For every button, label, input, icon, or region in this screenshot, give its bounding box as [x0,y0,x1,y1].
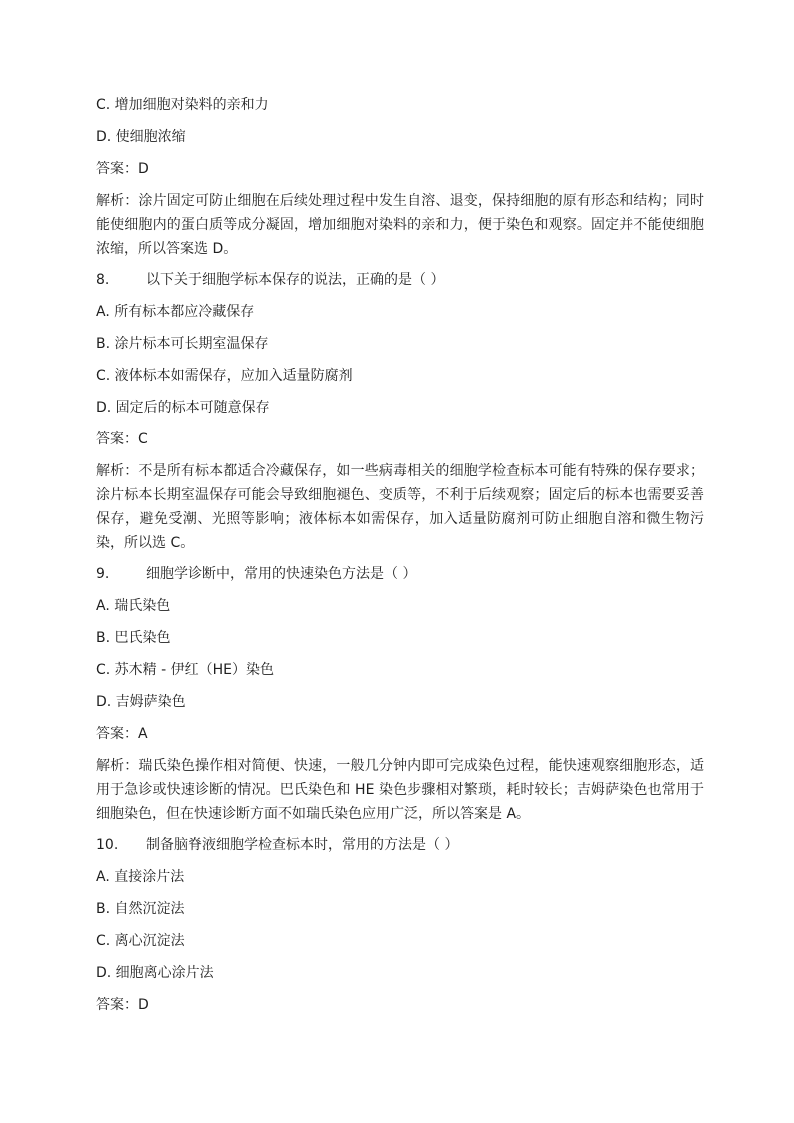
q9-explanation: 解析：瑞氏染色操作相对简便、快速，一般几分钟内即可完成染色过程，能快速观察细胞形态，适用于急诊或快速诊断的情况。巴氏染色和 HE 染色步骤相对繁琐，耗时较长；吉姆萨染色也常用于细胞染色，但在快速诊断方面不如瑞氏染色应用广泛，所以答案是 A。 [96,758,704,822]
q10-option-b: B. 自然沉淀法 [96,901,185,917]
q9-answer: 答案：A [96,726,148,742]
prev-option-c: C. 增加细胞对染料的亲和力 [96,97,269,113]
q9-option-d: D. 吉姆萨染色 [96,694,186,710]
question-10-stem [96,837,458,853]
question-9-text: 细胞学诊断中，常用的快速染色方法是（ ） [146,566,417,582]
question-8-number: 8. [96,272,110,288]
q8-option-d: D. 固定后的标本可随意保存 [96,400,270,416]
prev-explanation: 解析：涂片固定可防止细胞在后续处理过程中发生自溶、退变，保持细胞的原有形态和结构；同时能使细胞内的蛋白质等成分凝固，增加细胞对染料的亲和力，便于染色和观察。固定并不能使细胞浓缩，所以答案选 D。 [96,193,704,257]
prev-answer: 答案：D [96,161,149,177]
q10-option-d: D. 细胞离心涂片法 [96,965,214,981]
q8-option-a: A. 所有标本都应冷藏保存 [96,304,255,320]
q9-option-c: C. 苏木精 - 伊红（HE）染色 [96,662,275,678]
question-9-stem [96,566,416,582]
q10-option-c: C. 离心沉淀法 [96,933,185,949]
q8-explanation: 解析：不是所有标本都适合冷藏保存，如一些病毒相关的细胞学检查标本可能有特殊的保存要求；涂片标本长期室温保存可能会导致细胞褪色、变质等，不利于后续观察；固定后的标本也需要妥善保存，避免受潮、光照等影响；液体标本如需保存，加入适量防腐剂可防止细胞自溶和微生物污染，所以选 C。 [96,463,704,551]
question-9-number: 9. [96,566,110,582]
question-10-number: 10. [96,837,119,853]
q8-answer: 答案：C [96,431,148,447]
q10-answer: 答案：D [96,997,149,1013]
q8-option-b: B. 涂片标本可长期室温保存 [96,336,269,352]
q10-option-a: A. 直接涂片法 [96,869,185,885]
question-10-text: 制备脑脊液细胞学检查标本时，常用的方法是（ ） [146,837,459,853]
q9-option-b: B. 巴氏染色 [96,630,171,646]
question-8-stem [96,272,444,288]
q8-option-c: C. 液体标本如需保存，应加入适量防腐剂 [96,368,353,384]
question-8-text: 以下关于细胞学标本保存的说法，正确的是（ ） [146,272,445,288]
prev-option-d: D. 使细胞浓缩 [96,129,186,145]
q9-option-a: A. 瑞氏染色 [96,598,171,614]
